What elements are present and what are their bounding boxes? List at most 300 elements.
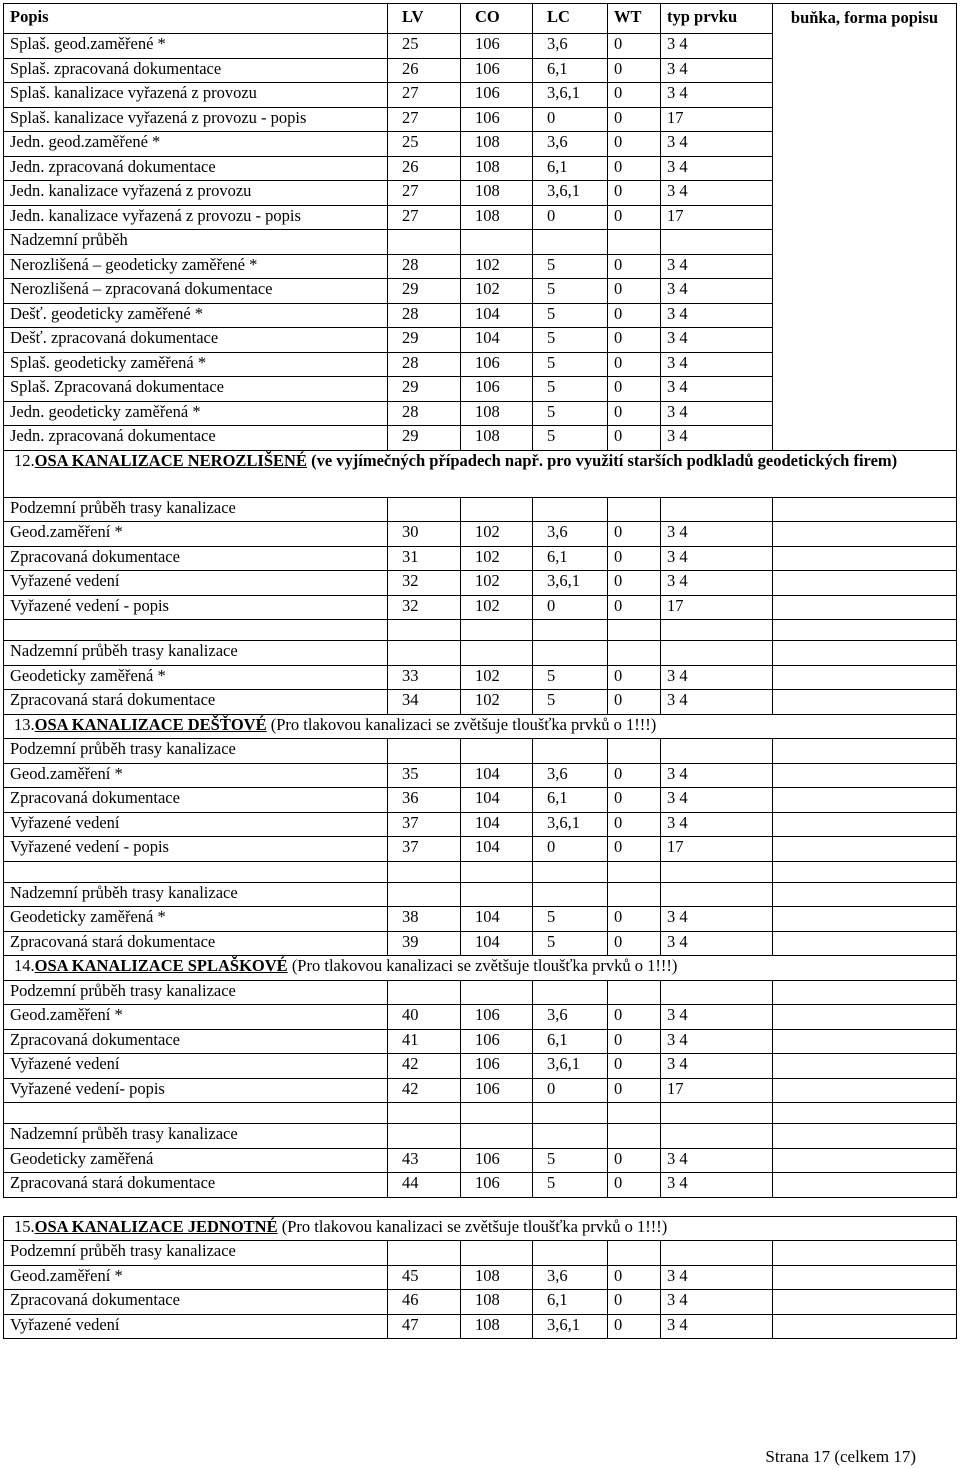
cell-lc: 5	[533, 907, 608, 932]
section-heading	[4, 956, 957, 981]
section-heading	[4, 450, 957, 497]
cell-typ: 3 4	[661, 254, 773, 279]
cell-typ: 3 4	[661, 1148, 773, 1173]
empty-cell	[608, 1103, 661, 1124]
empty-cell	[388, 882, 461, 907]
cell-lc: 5	[533, 377, 608, 402]
cell-co: 104	[461, 907, 533, 932]
cell-popis: Zpracovaná dokumentace	[4, 1029, 388, 1054]
cell-wt: 0	[608, 571, 661, 596]
cell-bunka	[773, 788, 957, 813]
cell-popis: Jedn. geod.zaměřené *	[4, 132, 388, 157]
cell-wt: 0	[608, 1265, 661, 1290]
cell-lc: 5	[533, 1173, 608, 1198]
cell-popis: Dešť. zpracovaná dokumentace	[4, 328, 388, 353]
cell-lv: 32	[388, 595, 461, 620]
cell-lc: 3,6	[533, 34, 608, 59]
table-row	[4, 665, 957, 690]
cell-popis: Jedn. kanalizace vyřazená z provozu - popis	[4, 205, 388, 230]
cell-lv: 28	[388, 352, 461, 377]
table-row	[4, 595, 957, 620]
cell-lv: 30	[388, 522, 461, 547]
cell-wt: 0	[608, 205, 661, 230]
cell-bunka	[773, 522, 957, 547]
table-row	[4, 907, 957, 932]
group-label-row	[4, 739, 957, 764]
cell-lv: 34	[388, 690, 461, 715]
cell-lv: 25	[388, 132, 461, 157]
cell-wt: 0	[608, 1029, 661, 1054]
cell-bunka	[773, 665, 957, 690]
section-heading-row	[4, 714, 957, 739]
cell-popis: Jedn. geodeticky zaměřená *	[4, 401, 388, 426]
cell-lv: 47	[388, 1314, 461, 1339]
cell-wt: 0	[608, 328, 661, 353]
cell-co: 104	[461, 837, 533, 862]
cell-typ: 3 4	[661, 546, 773, 571]
cell-popis: Geodeticky zaměřená	[4, 1148, 388, 1173]
cell-wt: 0	[608, 763, 661, 788]
cell-bunka	[773, 546, 957, 571]
cell-popis: Splaš. geod.zaměřené *	[4, 34, 388, 59]
cell-co: 106	[461, 1173, 533, 1198]
empty-cell	[461, 980, 533, 1005]
empty-cell	[533, 882, 608, 907]
cell-lc: 0	[533, 107, 608, 132]
empty-cell	[461, 1124, 533, 1149]
cell-typ: 3 4	[661, 279, 773, 304]
cell-wt: 0	[608, 1054, 661, 1079]
group-label: Podzemní průběh trasy kanalizace	[4, 1241, 388, 1266]
table-row	[4, 837, 957, 862]
group-label-row	[4, 1241, 957, 1266]
cell-wt: 0	[608, 1290, 661, 1315]
cell-lv: 35	[388, 763, 461, 788]
cell-bunka	[773, 620, 957, 641]
table-row	[4, 1148, 957, 1173]
cell-bunka	[773, 861, 957, 882]
empty-cell	[661, 739, 773, 764]
cell-typ: 17	[661, 205, 773, 230]
cell-typ: 3 4	[661, 401, 773, 426]
cell-popis: Geodeticky zaměřená *	[4, 907, 388, 932]
cell-co: 102	[461, 546, 533, 571]
cell-lc: 3,6	[533, 1265, 608, 1290]
table-row	[4, 1173, 957, 1198]
cell-lc: 0	[533, 205, 608, 230]
cell-lc: 6,1	[533, 156, 608, 181]
header-co: CO	[461, 4, 533, 34]
group-label: Nadzemní průběh trasy kanalizace	[4, 882, 388, 907]
empty-cell	[533, 620, 608, 641]
cell-lv: 28	[388, 254, 461, 279]
empty-cell	[388, 620, 461, 641]
section-note: (Pro tlakovou kanalizaci se zvětšuje tloušťka prvků o 1!!!)	[277, 1216, 668, 1236]
cell-co: 104	[461, 763, 533, 788]
cell-co: 106	[461, 83, 533, 108]
cell-bunka	[773, 1005, 957, 1030]
section-note: (ve vyjímečných případech např. pro využití starších podkladů geodetických firem)	[306, 450, 898, 470]
cell-wt: 0	[608, 1078, 661, 1103]
group-label-row	[4, 980, 957, 1005]
cell-wt: 0	[608, 377, 661, 402]
cell-co: 102	[461, 571, 533, 596]
cell-bunka	[773, 1054, 957, 1079]
cell-wt: 0	[608, 254, 661, 279]
cell-wt: 0	[608, 1314, 661, 1339]
cell-bunka	[773, 1241, 957, 1266]
empty-cell	[533, 1241, 608, 1266]
cell-co: 102	[461, 595, 533, 620]
table-row	[4, 1290, 957, 1315]
table-row	[4, 1005, 957, 1030]
cell-bunka	[773, 1029, 957, 1054]
cell-lv: 27	[388, 205, 461, 230]
cell-popis: Geod.zaměření *	[4, 1265, 388, 1290]
cell-typ: 3 4	[661, 763, 773, 788]
empty-cell	[388, 230, 461, 255]
cell-lv: 42	[388, 1054, 461, 1079]
empty-cell	[608, 497, 661, 522]
cell-lc: 6,1	[533, 1029, 608, 1054]
cell-co: 104	[461, 328, 533, 353]
cell-bunka	[773, 812, 957, 837]
cell-popis: Nerozlišená – geodeticky zaměřené *	[4, 254, 388, 279]
empty-cell	[608, 739, 661, 764]
cell-popis: Zpracovaná dokumentace	[4, 788, 388, 813]
cell-popis: Splaš. Zpracovaná dokumentace	[4, 377, 388, 402]
layer-table-2	[3, 1216, 957, 1340]
cell-co: 108	[461, 1314, 533, 1339]
cell-co: 102	[461, 522, 533, 547]
cell-bunka	[773, 907, 957, 932]
cell-co: 104	[461, 303, 533, 328]
cell-lv: 45	[388, 1265, 461, 1290]
empty-cell	[533, 861, 608, 882]
table-gap	[3, 1198, 956, 1216]
table-row	[4, 690, 957, 715]
cell-wt: 0	[608, 401, 661, 426]
cell-typ: 3 4	[661, 1173, 773, 1198]
cell-co: 106	[461, 58, 533, 83]
empty-cell	[533, 739, 608, 764]
cell-typ: 3 4	[661, 34, 773, 59]
cell-co: 106	[461, 352, 533, 377]
cell-co: 108	[461, 426, 533, 451]
cell-co: 104	[461, 812, 533, 837]
cell-bunka	[773, 1124, 957, 1149]
table-row	[4, 546, 957, 571]
table-row	[4, 1029, 957, 1054]
section-title: OSA KANALIZACE SPLAŠKOVÉ	[34, 956, 288, 975]
cell-co: 108	[461, 1265, 533, 1290]
cell-bunka	[773, 641, 957, 666]
cell-typ: 3 4	[661, 132, 773, 157]
empty-cell	[388, 1103, 461, 1124]
cell-co: 108	[461, 401, 533, 426]
cell-typ: 3 4	[661, 181, 773, 206]
cell-bunka	[773, 571, 957, 596]
cell-co: 108	[461, 1290, 533, 1315]
table-row	[4, 763, 957, 788]
cell-lv: 41	[388, 1029, 461, 1054]
empty-cell	[661, 1124, 773, 1149]
cell-typ: 3 4	[661, 1290, 773, 1315]
cell-typ: 17	[661, 107, 773, 132]
header-lc: LC	[533, 4, 608, 34]
cell-popis: Geod.zaměření *	[4, 522, 388, 547]
section-note: (Pro tlakovou kanalizaci se zvětšuje tloušťka prvků o 1!!!)	[287, 956, 678, 975]
cell-typ: 3 4	[661, 1265, 773, 1290]
cell-co: 104	[461, 788, 533, 813]
cell-wt: 0	[608, 83, 661, 108]
cell-lv: 26	[388, 58, 461, 83]
cell-typ: 3 4	[661, 931, 773, 956]
header-wt: WT	[608, 4, 661, 34]
header-typ: typ prvku	[661, 4, 773, 34]
empty-cell	[388, 739, 461, 764]
cell-co: 106	[461, 1029, 533, 1054]
empty-cell	[533, 641, 608, 666]
section-heading	[4, 1216, 957, 1241]
cell-lv: 46	[388, 1290, 461, 1315]
cell-lc: 3,6	[533, 522, 608, 547]
page-footer: Strana 17 (celkem 17)	[765, 1447, 916, 1466]
cell-popis: Zpracovaná dokumentace	[4, 1290, 388, 1315]
cell-wt: 0	[608, 279, 661, 304]
cell-co: 108	[461, 181, 533, 206]
cell-lv: 27	[388, 107, 461, 132]
cell-popis: Geod.zaměření *	[4, 1005, 388, 1030]
cell-lv: 26	[388, 156, 461, 181]
cell-typ: 3 4	[661, 156, 773, 181]
cell-bunka	[773, 1148, 957, 1173]
cell-lv: 33	[388, 665, 461, 690]
cell-typ: 3 4	[661, 377, 773, 402]
cell-wt: 0	[608, 812, 661, 837]
empty-cell	[388, 641, 461, 666]
empty-cell	[608, 1241, 661, 1266]
cell-bunka	[773, 763, 957, 788]
cell-lc: 5	[533, 352, 608, 377]
cell-popis: Splaš. geodeticky zaměřená *	[4, 352, 388, 377]
header-lv: LV	[388, 4, 461, 34]
cell-lv: 27	[388, 181, 461, 206]
group-label: Podzemní průběh trasy kanalizace	[4, 980, 388, 1005]
cell-lc: 5	[533, 303, 608, 328]
empty-cell	[4, 1103, 388, 1124]
cell-lv: 40	[388, 1005, 461, 1030]
cell-wt: 0	[608, 1148, 661, 1173]
cell-typ: 3 4	[661, 788, 773, 813]
empty-cell	[608, 980, 661, 1005]
section-heading-row	[4, 956, 957, 981]
group-label: Podzemní průběh trasy kanalizace	[4, 739, 388, 764]
cell-lv: 37	[388, 837, 461, 862]
empty-cell	[461, 739, 533, 764]
cell-popis: Jedn. kanalizace vyřazená z provozu	[4, 181, 388, 206]
cell-popis: Zpracovaná stará dokumentace	[4, 690, 388, 715]
cell-wt: 0	[608, 595, 661, 620]
cell-wt: 0	[608, 58, 661, 83]
cell-wt: 0	[608, 665, 661, 690]
cell-typ: 3 4	[661, 571, 773, 596]
cell-wt: 0	[608, 132, 661, 157]
empty-cell	[661, 1103, 773, 1124]
empty-cell	[388, 861, 461, 882]
cell-bunka	[773, 690, 957, 715]
cell-lv: 28	[388, 303, 461, 328]
cell-lv: 38	[388, 907, 461, 932]
cell-wt: 0	[608, 931, 661, 956]
table-row	[4, 812, 957, 837]
empty-cell	[661, 1241, 773, 1266]
cell-co: 106	[461, 107, 533, 132]
cell-popis: Geodeticky zaměřená *	[4, 665, 388, 690]
cell-typ: 3 4	[661, 58, 773, 83]
cell-bunka	[773, 980, 957, 1005]
cell-bunka	[773, 1103, 957, 1124]
section-title: OSA KANALIZACE JEDNOTNÉ	[34, 1216, 278, 1236]
empty-cell	[533, 1103, 608, 1124]
empty-cell	[661, 230, 773, 255]
cell-popis: Vyřazené vedení	[4, 571, 388, 596]
empty-cell	[461, 882, 533, 907]
document-page	[3, 3, 956, 1339]
cell-wt: 0	[608, 788, 661, 813]
cell-co: 106	[461, 377, 533, 402]
cell-co: 106	[461, 1054, 533, 1079]
section-number: 12.	[14, 450, 35, 470]
cell-co: 104	[461, 931, 533, 956]
cell-lc: 3,6,1	[533, 1054, 608, 1079]
blank-row	[4, 1103, 957, 1124]
cell-lv: 32	[388, 571, 461, 596]
cell-typ: 3 4	[661, 1314, 773, 1339]
table-row	[4, 931, 957, 956]
cell-lv: 39	[388, 931, 461, 956]
cell-lc: 5	[533, 665, 608, 690]
cell-co: 102	[461, 254, 533, 279]
cell-typ: 3 4	[661, 352, 773, 377]
group-label-row	[4, 1124, 957, 1149]
cell-wt: 0	[608, 107, 661, 132]
group-label: Nadzemní průběh trasy kanalizace	[4, 1124, 388, 1149]
cell-lv: 29	[388, 279, 461, 304]
cell-typ: 3 4	[661, 1029, 773, 1054]
cell-typ: 3 4	[661, 812, 773, 837]
cell-lc: 5	[533, 254, 608, 279]
empty-cell	[388, 980, 461, 1005]
group-label-row	[4, 641, 957, 666]
cell-lc: 5	[533, 426, 608, 451]
empty-cell	[461, 1103, 533, 1124]
cell-wt: 0	[608, 690, 661, 715]
cell-lv: 37	[388, 812, 461, 837]
section-number: 13.	[14, 714, 35, 734]
empty-cell	[661, 497, 773, 522]
group-label-row	[4, 497, 957, 522]
cell-wt: 0	[608, 156, 661, 181]
section-number: 15.	[14, 1216, 35, 1236]
cell-popis: Jedn. zpracovaná dokumentace	[4, 426, 388, 451]
cell-wt: 0	[608, 546, 661, 571]
empty-cell	[661, 620, 773, 641]
table-row	[4, 1054, 957, 1079]
cell-lc: 0	[533, 595, 608, 620]
empty-cell	[661, 861, 773, 882]
cell-co: 102	[461, 690, 533, 715]
cell-typ: 3 4	[661, 328, 773, 353]
cell-wt: 0	[608, 34, 661, 59]
cell-bunka	[773, 1290, 957, 1315]
empty-cell	[608, 882, 661, 907]
blank-row	[4, 861, 957, 882]
group-label: Nadzemní průběh trasy kanalizace	[4, 641, 388, 666]
cell-lc: 5	[533, 328, 608, 353]
table-row	[4, 571, 957, 596]
empty-cell	[533, 497, 608, 522]
cell-co: 102	[461, 279, 533, 304]
cell-popis: Vyřazené vedení - popis	[4, 595, 388, 620]
empty-cell	[461, 620, 533, 641]
cell-lc: 6,1	[533, 788, 608, 813]
empty-cell	[461, 497, 533, 522]
cell-wt: 0	[608, 303, 661, 328]
cell-popis: Zpracovaná stará dokumentace	[4, 931, 388, 956]
cell-bunka	[773, 1265, 957, 1290]
cell-co: 106	[461, 1078, 533, 1103]
cell-lv: 43	[388, 1148, 461, 1173]
cell-typ: 3 4	[661, 907, 773, 932]
cell-typ: 17	[661, 1078, 773, 1103]
cell-wt: 0	[608, 426, 661, 451]
cell-lc: 3,6	[533, 132, 608, 157]
cell-typ: 3 4	[661, 426, 773, 451]
section-note: (Pro tlakovou kanalizaci se zvětšuje tloušťka prvků o 1!!!)	[266, 714, 657, 734]
cell-bunka	[773, 497, 957, 522]
cell-typ: 3 4	[661, 665, 773, 690]
cell-typ: 3 4	[661, 1054, 773, 1079]
empty-cell	[533, 230, 608, 255]
cell-wt: 0	[608, 1173, 661, 1198]
empty-cell	[608, 641, 661, 666]
cell-lc: 3,6,1	[533, 181, 608, 206]
cell-popis: Jedn. zpracovaná dokumentace	[4, 156, 388, 181]
layer-table-1	[3, 3, 957, 1198]
cell-co: 108	[461, 156, 533, 181]
cell-bunka	[773, 931, 957, 956]
cell-lc: 0	[533, 837, 608, 862]
empty-cell	[4, 620, 388, 641]
cell-lv: 31	[388, 546, 461, 571]
table-row	[4, 788, 957, 813]
empty-cell	[608, 230, 661, 255]
empty-cell	[388, 497, 461, 522]
empty-cell	[388, 1241, 461, 1266]
cell-lv: 27	[388, 83, 461, 108]
section-heading-row	[4, 1216, 957, 1241]
cell-typ: 3 4	[661, 303, 773, 328]
empty-cell	[533, 980, 608, 1005]
cell-lc: 5	[533, 931, 608, 956]
cell-popis: Splaš. zpracovaná dokumentace	[4, 58, 388, 83]
empty-cell	[661, 641, 773, 666]
table-row	[4, 1265, 957, 1290]
empty-cell	[608, 1124, 661, 1149]
cell-co: 106	[461, 34, 533, 59]
group-label: Podzemní průběh trasy kanalizace	[4, 497, 388, 522]
